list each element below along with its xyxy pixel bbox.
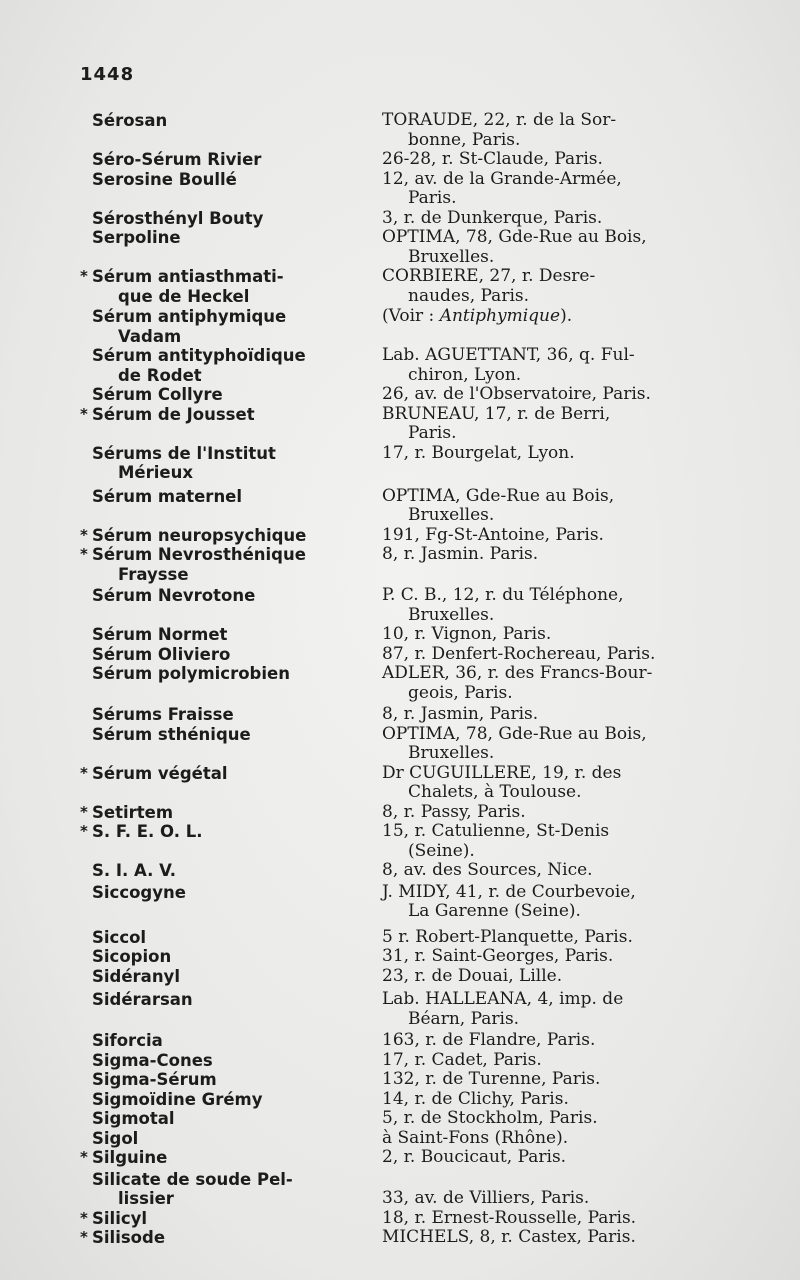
manufacturer-address	[380, 990, 730, 1029]
address-line: CORBIERE, 27, r. Desre-	[382, 266, 596, 286]
address-line: 18, r. Ernest-Rousselle, Paris.	[382, 1207, 637, 1228]
directory-entry	[0, 725, 800, 764]
manufacturer-address	[380, 150, 730, 170]
manufacturer-address	[380, 1090, 730, 1110]
product-name-line: Sigol	[92, 1128, 139, 1148]
manufacturer-address	[380, 822, 730, 861]
manufacturer-address	[380, 487, 730, 526]
manufacturer-address	[380, 764, 730, 803]
address-line: 87, r. Denfert-Rochereau, Paris.	[382, 643, 656, 664]
directory-entry	[0, 405, 800, 444]
address-line: 8, r. Passy, Paris.	[382, 801, 526, 822]
product-name-line: Sidéranyl	[92, 966, 180, 986]
product-name	[0, 1031, 380, 1051]
directory-entry	[0, 346, 800, 385]
manufacturer-address	[380, 1209, 730, 1229]
address-line: Paris.	[408, 423, 457, 443]
product-name	[0, 861, 380, 881]
product-name-line: Sérum antityphoïdique	[92, 346, 306, 365]
manufacturer-address	[380, 645, 730, 665]
directory-entry	[0, 586, 800, 625]
manufacturer-address	[380, 228, 730, 267]
address-line: 26, av. de l'Observatoire, Paris.	[382, 384, 651, 404]
directory-entry	[0, 625, 800, 645]
directory-entry	[0, 705, 800, 725]
address-line: (Voir : Antiphymique).	[382, 306, 573, 326]
address-line: Bruxelles.	[408, 604, 495, 625]
directory-entry	[0, 307, 800, 346]
manufacturer-address	[380, 861, 730, 881]
address-line: 26-28, r. St-Claude, Paris.	[382, 149, 603, 169]
product-name-line: Silicate de soude Pel-	[92, 1169, 293, 1189]
address-line: geois, Paris.	[408, 682, 513, 703]
address-line: OPTIMA, 78, Gde-Rue au Bois,	[382, 723, 647, 744]
address-line: Bruxelles.	[408, 743, 495, 763]
directory-entry	[0, 487, 800, 526]
product-name	[0, 1090, 380, 1110]
product-name	[0, 803, 380, 823]
address-line: 15, r. Catulienne, St-Denis	[382, 821, 610, 841]
product-name-line: de Rodet	[118, 365, 202, 385]
address-line: naudes, Paris.	[408, 285, 530, 306]
product-name-line: Serosine Boullé	[92, 169, 237, 189]
product-name-line: que de Heckel	[118, 286, 250, 306]
asterisk-marker: *	[80, 763, 88, 782]
address-line: 14, r. de Clichy, Paris.	[382, 1088, 569, 1109]
product-name-line: Sérosthényl Bouty	[92, 208, 264, 228]
product-name-line: Silisode	[92, 1228, 166, 1247]
product-name	[0, 1109, 380, 1129]
product-name-line: lissier	[118, 1189, 174, 1208]
directory-entry	[0, 1228, 800, 1248]
address-line: Bruxelles.	[408, 246, 495, 267]
asterisk-marker: *	[80, 267, 88, 285]
product-name-line: Fraysse	[118, 564, 189, 584]
manufacturer-address	[380, 928, 730, 948]
product-name-line: Sicopion	[92, 947, 172, 966]
manufacturer-address	[380, 545, 730, 584]
product-name-line: Sérum neuropsychique	[92, 525, 307, 545]
product-name-line: Sérum Nevrosthénique	[92, 545, 306, 564]
product-name-line: Sérum de Jousset	[92, 404, 255, 424]
address-line: Dr CUGUILLERE, 19, r. des	[382, 762, 622, 783]
product-name-line: Sérum antiasthmati-	[92, 267, 284, 286]
asterisk-marker: *	[80, 545, 88, 563]
address-line: 8, r. Jasmin. Paris.	[382, 544, 539, 564]
address-line: La Garenne (Seine).	[408, 901, 581, 921]
address-line: Chalets, à Toulouse.	[408, 782, 582, 802]
manufacturer-address	[380, 1109, 730, 1129]
asterisk-marker: *	[80, 1228, 88, 1246]
address-line: 163, r. de Flandre, Paris.	[382, 1030, 596, 1050]
manufacturer-address	[380, 1129, 730, 1149]
product-name-line: Siccogyne	[92, 882, 186, 902]
manufacturer-address	[380, 307, 730, 346]
product-name-line: Silguine	[92, 1148, 168, 1167]
product-name-line: Setirtem	[92, 802, 174, 822]
manufacturer-address	[380, 526, 730, 546]
manufacturer-address	[380, 405, 730, 444]
address-line: 8, av. des Sources, Nice.	[382, 860, 593, 880]
address-line: à Saint-Fons (Rhône).	[382, 1127, 569, 1148]
directory-entry	[0, 1070, 800, 1090]
product-name	[0, 764, 380, 803]
manufacturer-address	[380, 967, 730, 987]
product-name	[0, 928, 380, 948]
address-line: Bruxelles.	[408, 505, 495, 525]
directory-entry	[0, 1129, 800, 1149]
product-name-line: Sérums de l'Institut	[92, 443, 276, 463]
address-line: P. C. B., 12, r. du Téléphone,	[382, 585, 624, 605]
product-name-line: S. F. E. O. L.	[92, 822, 203, 841]
manufacturer-address	[380, 725, 730, 764]
product-name	[0, 1051, 380, 1071]
directory-entry	[0, 947, 800, 967]
product-name-line: Sérum Normet	[92, 625, 228, 644]
product-name	[0, 1070, 380, 1090]
product-name	[0, 725, 380, 764]
address-line: Lab. HALLEANA, 4, imp. de	[382, 989, 624, 1009]
manufacturer-address	[380, 209, 730, 229]
address-line: Lab. AGUETTANT, 36, q. Ful-	[382, 345, 635, 365]
product-name	[0, 645, 380, 665]
address-line: 12, av. de la Grande-Armée,	[382, 168, 622, 189]
address-line: J. MIDY, 41, r. de Courbevoie,	[382, 881, 636, 902]
product-name	[0, 526, 380, 546]
directory-list	[0, 111, 800, 1248]
directory-entry	[0, 1209, 800, 1229]
product-name	[0, 883, 380, 922]
product-name	[0, 1170, 380, 1209]
directory-entry	[0, 764, 800, 803]
address-line: 8, r. Jasmin, Paris.	[382, 704, 539, 724]
product-name-line: Sérum polymicrobien	[92, 664, 290, 683]
asterisk-marker: *	[80, 404, 88, 423]
product-name	[0, 967, 380, 987]
manufacturer-address	[380, 803, 730, 823]
manufacturer-address	[380, 625, 730, 645]
directory-entry	[0, 967, 800, 987]
asterisk-marker: *	[80, 1208, 88, 1227]
directory-entry	[0, 803, 800, 823]
product-name-line: Sérum maternel	[92, 486, 243, 506]
product-name-line: Sigma-Cones	[92, 1050, 213, 1070]
manufacturer-address	[380, 170, 730, 209]
product-name-line: Siforcia	[92, 1031, 163, 1050]
product-name-line: Sérums Fraisse	[92, 705, 234, 724]
directory-entry	[0, 990, 800, 1029]
product-name-line: Sérum Collyre	[92, 385, 223, 404]
manufacturer-address	[380, 1148, 730, 1168]
asterisk-marker: *	[80, 1148, 88, 1166]
product-name	[0, 111, 380, 150]
directory-entry	[0, 928, 800, 948]
directory-entry	[0, 1031, 800, 1051]
product-name-line: Vadam	[118, 326, 182, 346]
product-name	[0, 586, 380, 625]
manufacturer-address	[380, 444, 730, 483]
directory-entry	[0, 1051, 800, 1071]
directory-entry	[0, 209, 800, 229]
directory-entry	[0, 150, 800, 170]
product-name	[0, 444, 380, 483]
product-name-line: Mérieux	[118, 463, 193, 482]
product-name-line: Sérum sthénique	[92, 724, 251, 744]
product-name	[0, 228, 380, 267]
address-line: bonne, Paris.	[408, 129, 521, 150]
address-line: (Seine).	[408, 840, 475, 861]
product-name	[0, 385, 380, 405]
product-name	[0, 150, 380, 170]
product-name	[0, 1228, 380, 1248]
directory-entry	[0, 664, 800, 703]
manufacturer-address	[380, 267, 730, 306]
address-line: BRUNEAU, 17, r. de Berri,	[382, 403, 611, 424]
product-name	[0, 487, 380, 526]
directory-entry	[0, 645, 800, 665]
product-name	[0, 664, 380, 703]
product-name	[0, 1209, 380, 1229]
address-line: 33, av. de Villiers, Paris.	[382, 1188, 590, 1208]
asterisk-marker: *	[80, 802, 88, 821]
product-name	[0, 822, 380, 861]
product-name	[0, 209, 380, 229]
address-line: 23, r. de Douai, Lille.	[382, 965, 563, 986]
product-name	[0, 625, 380, 645]
product-name	[0, 947, 380, 967]
directory-entry	[0, 545, 800, 584]
manufacturer-address	[380, 1031, 730, 1051]
address-line: Paris.	[408, 188, 457, 208]
product-name	[0, 1129, 380, 1149]
directory-entry	[0, 883, 800, 922]
product-name	[0, 1148, 380, 1168]
address-line: 3, r. de Dunkerque, Paris.	[382, 207, 603, 228]
address-line: 2, r. Boucicaut, Paris.	[382, 1147, 567, 1167]
directory-entry	[0, 1090, 800, 1110]
address-line: TORAUDE, 22, r. de la Sor-	[382, 110, 617, 130]
address-line: 17, r. Cadet, Paris.	[382, 1049, 542, 1070]
product-name-line: S. I. A. V.	[92, 861, 177, 880]
manufacturer-address	[380, 947, 730, 967]
directory-entry	[0, 228, 800, 267]
manufacturer-address	[380, 883, 730, 922]
address-line: OPTIMA, 78, Gde-Rue au Bois,	[382, 227, 647, 247]
address-line	[382, 1170, 730, 1190]
product-name-line: Sigma-Sérum	[92, 1070, 217, 1089]
directory-entry	[0, 861, 800, 881]
address-line: 5 r. Robert-Planquette, Paris.	[382, 926, 633, 947]
product-name	[0, 346, 380, 385]
address-line: 191, Fg-St-Antoine, Paris.	[382, 524, 604, 545]
manufacturer-address	[380, 1170, 730, 1209]
address-line: 17, r. Bourgelat, Lyon.	[382, 442, 575, 463]
directory-entry	[0, 822, 800, 861]
product-name-line: Sérum antiphymique	[92, 307, 287, 326]
product-name	[0, 170, 380, 209]
address-line: ADLER, 36, r. des Francs-Bour-	[382, 663, 653, 683]
product-name-line: Sérum Nevrotone	[92, 586, 256, 605]
address-line: 10, r. Vignon, Paris.	[382, 624, 552, 644]
directory-entry	[0, 111, 800, 150]
manufacturer-address	[380, 1051, 730, 1071]
directory-entry	[0, 1148, 800, 1168]
product-name-line: Serpoline	[92, 228, 181, 247]
product-name-line: Silicyl	[92, 1208, 148, 1228]
product-name-line: Sidérarsan	[92, 990, 193, 1009]
page-number: 1448	[80, 64, 135, 85]
manufacturer-address	[380, 346, 730, 385]
address-line: 5, r. de Stockholm, Paris.	[382, 1108, 598, 1128]
directory-entry	[0, 526, 800, 546]
manufacturer-address	[380, 664, 730, 703]
directory-entry	[0, 1109, 800, 1129]
address-line: Béarn, Paris.	[408, 1008, 520, 1029]
product-name-line: Siccol	[92, 927, 147, 947]
directory-entry	[0, 1170, 800, 1209]
product-name-line: Sérum végétal	[92, 763, 228, 783]
manufacturer-address	[380, 111, 730, 150]
product-name-line: Sérum Oliviero	[92, 644, 231, 664]
product-name-line: Sigmotal	[92, 1109, 175, 1128]
manufacturer-address	[380, 1070, 730, 1090]
product-name	[0, 705, 380, 725]
address-line: chiron, Lyon.	[408, 364, 522, 385]
address-line: OPTIMA, Gde-Rue au Bois,	[382, 485, 615, 506]
product-name	[0, 267, 380, 306]
address-line: 31, r. Saint-Georges, Paris.	[382, 946, 614, 966]
asterisk-marker: *	[80, 525, 88, 544]
product-name-line: Sigmoïdine Grémy	[92, 1089, 263, 1109]
manufacturer-address	[380, 385, 730, 405]
directory-entry	[0, 267, 800, 306]
address-line: 132, r. de Turenne, Paris.	[382, 1069, 601, 1089]
manufacturer-address	[380, 1228, 730, 1248]
manufacturer-address	[380, 705, 730, 725]
manufacturer-address	[380, 586, 730, 625]
product-name-line: Séro-Sérum Rivier	[92, 150, 262, 169]
product-name	[0, 545, 380, 584]
asterisk-marker: *	[80, 822, 88, 840]
directory-entry	[0, 444, 800, 483]
address-line: MICHELS, 8, r. Castex, Paris.	[382, 1227, 636, 1247]
product-name	[0, 307, 380, 346]
directory-entry	[0, 170, 800, 209]
product-name	[0, 990, 380, 1029]
directory-entry	[0, 385, 800, 405]
product-name	[0, 405, 380, 444]
product-name-line: Sérosan	[92, 111, 168, 130]
